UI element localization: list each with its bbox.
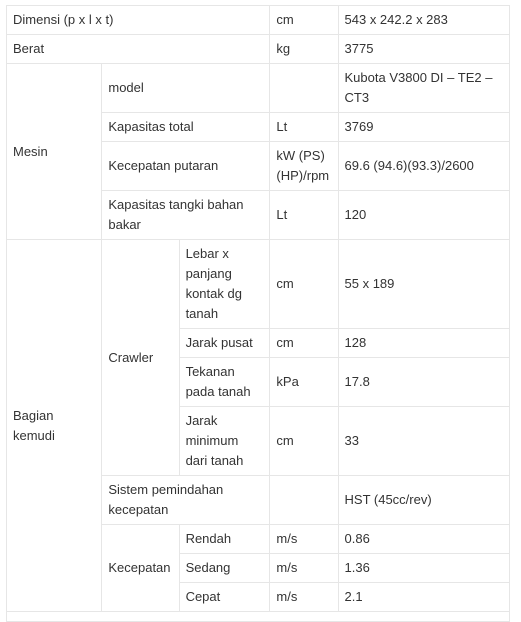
row-value: 55 x 189 xyxy=(338,240,509,329)
table-row-berat xyxy=(7,35,510,64)
row-value: 0.86 xyxy=(338,525,509,554)
row-value: Kubota V3800 DI – TE2 – CT3 xyxy=(338,64,509,113)
row-label: Rendah xyxy=(179,525,270,554)
row-value: 128 xyxy=(338,329,509,358)
row-unit: m/s xyxy=(270,554,338,583)
table-row-lebar xyxy=(7,240,510,329)
row-label: Sedang xyxy=(179,554,270,583)
row-value: HST (45cc/rev) xyxy=(338,476,509,525)
table-row-empty xyxy=(7,612,510,622)
row-label: Tekanan pada tanah xyxy=(179,358,270,407)
row-label: Kecepatan putaran xyxy=(102,142,270,191)
empty-cell xyxy=(7,612,510,622)
row-unit: m/s xyxy=(270,583,338,612)
row-unit: m/s xyxy=(270,525,338,554)
row-unit: Lt xyxy=(270,113,338,142)
table-row-model xyxy=(7,64,510,113)
row-label: Kapasitas tangki bahan bakar xyxy=(102,191,270,240)
row-unit: cm xyxy=(270,240,338,329)
row-value: 33 xyxy=(338,407,509,476)
row-unit xyxy=(270,476,338,525)
subgroup-label-crawler: Crawler xyxy=(102,240,179,476)
spec-table xyxy=(6,5,510,622)
row-label: Sistem pemindahan kecepatan xyxy=(102,476,270,525)
row-unit xyxy=(270,64,338,113)
row-label: model xyxy=(102,64,270,113)
row-label: Lebar x panjang kontak dg tanah xyxy=(179,240,270,329)
row-value: 3775 xyxy=(338,35,509,64)
row-unit: cm xyxy=(270,329,338,358)
table-row-dimensi xyxy=(7,6,510,35)
row-label: Jarak pusat xyxy=(179,329,270,358)
group-label-bagian-kemudi: Bagian kemudi xyxy=(7,240,102,612)
row-unit: cm xyxy=(270,407,338,476)
row-value: 543 x 242.2 x 283 xyxy=(338,6,509,35)
row-value: 3769 xyxy=(338,113,509,142)
row-label: Jarak minimum dari tanah xyxy=(179,407,270,476)
row-unit: cm xyxy=(270,6,338,35)
row-value: 17.8 xyxy=(338,358,509,407)
row-label: Cepat xyxy=(179,583,270,612)
row-label: Dimensi (p x l x t) xyxy=(7,6,270,35)
row-value: 120 xyxy=(338,191,509,240)
row-value: 1.36 xyxy=(338,554,509,583)
row-unit: Lt xyxy=(270,191,338,240)
row-unit: kg xyxy=(270,35,338,64)
row-label: Berat xyxy=(7,35,270,64)
row-label: Kapasitas total xyxy=(102,113,270,142)
subgroup-label-kecepatan: Kecepatan xyxy=(102,525,179,612)
group-label-mesin: Mesin xyxy=(7,64,102,240)
row-value: 69.6 (94.6)(93.3)/2600 xyxy=(338,142,509,191)
row-unit: kW (PS)(HP)/rpm xyxy=(270,142,338,191)
row-value: 2.1 xyxy=(338,583,509,612)
row-unit: kPa xyxy=(270,358,338,407)
